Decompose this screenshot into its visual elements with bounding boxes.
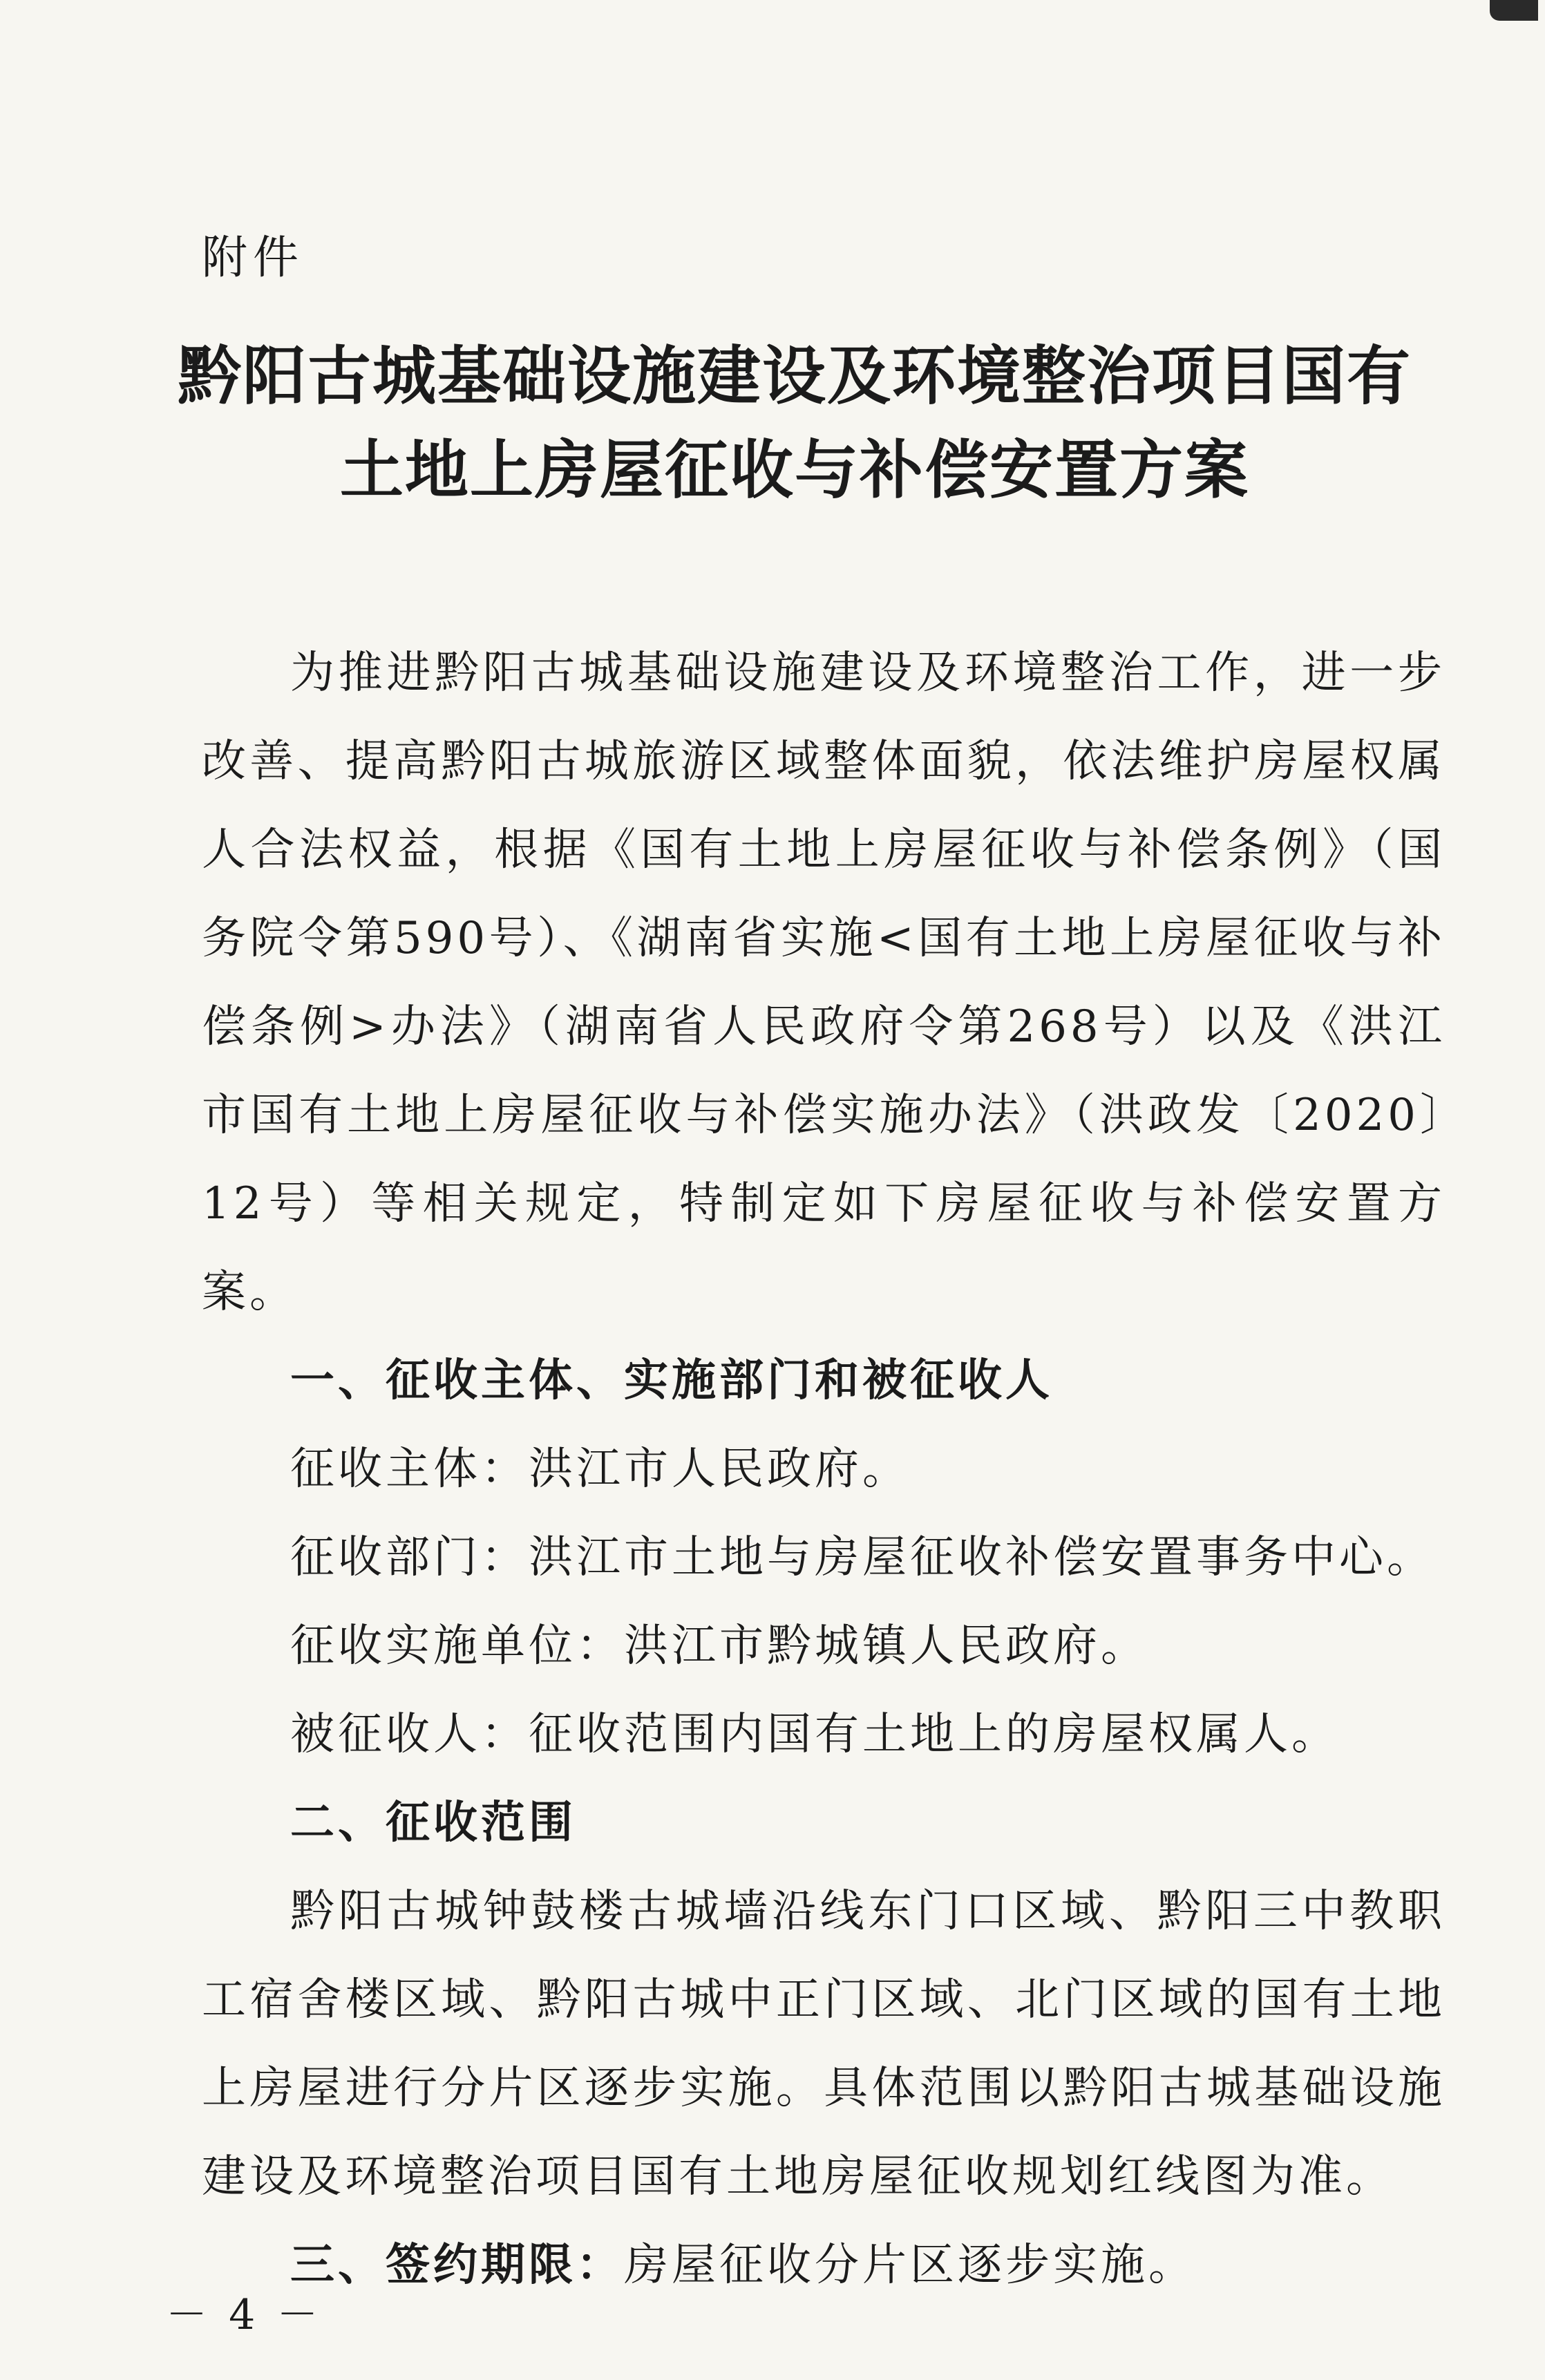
section-1-heading: 一、征收主体、实施部门和被征收人 xyxy=(290,1355,1053,1406)
intro-paragraph: 为推进黔阳古城基础设施建设及环境整治工作，进一步改善、提高黔阳古城旅游区域整体面貌，依法维护房屋权属人合法权益，根据《国有土地上房屋征收与补偿条例》（国务院令第590号）、《湖南省实施<国有土地上房屋征收与补偿条例>办法》（湖南省人民政府令第268号）以及《洪江市国有土地上房屋征收与补偿实施办法》（洪政发〔2020〕12号）等相关规定，特制定如下房屋征收与补偿安置方案。 xyxy=(202,648,1446,1318)
page-number: － 4 － xyxy=(166,2291,323,2339)
section-1-item-department: 征收部门：洪江市土地与房屋征收补偿安置事务中心。 xyxy=(290,1532,1434,1583)
document-title-line-1: 黔阳古城基础设施建设及环境整治项目国有 xyxy=(177,339,1412,413)
section-2-body: 黔阳古城钟鼓楼古城墙沿线东门口区域、黔阳三中教职工宿舍楼区域、黔阳古城中正门区域、北门区域的国有土地上房屋进行分片区逐步实施。具体范围以黔阳古城基础设施建设及环境整治项目国有土地房屋征收规划红线图为准。 xyxy=(202,1886,1446,2202)
attachment-label: 附件 xyxy=(202,231,304,284)
document-title-line-2: 土地上房屋征收与补偿安置方案 xyxy=(339,433,1249,507)
section-1-item-subject: 征收主体：洪江市人民政府。 xyxy=(290,1444,910,1495)
section-1-item-implementer: 征收实施单位：洪江市黔城镇人民政府。 xyxy=(290,1621,1148,1672)
section-1-item-expropriated: 被征收人：征收范围内国有土地上的房屋权属人。 xyxy=(290,1709,1339,1760)
section-3 xyxy=(202,2221,1446,2310)
document-body xyxy=(202,629,1446,2310)
section-3-heading: 三、签约期限： xyxy=(290,2240,624,2291)
scan-corner-mark xyxy=(1490,0,1538,21)
section-3-body: 房屋征收分片区逐步实施。 xyxy=(624,2240,1196,2291)
section-2-heading: 二、征收范围 xyxy=(290,1797,576,1849)
